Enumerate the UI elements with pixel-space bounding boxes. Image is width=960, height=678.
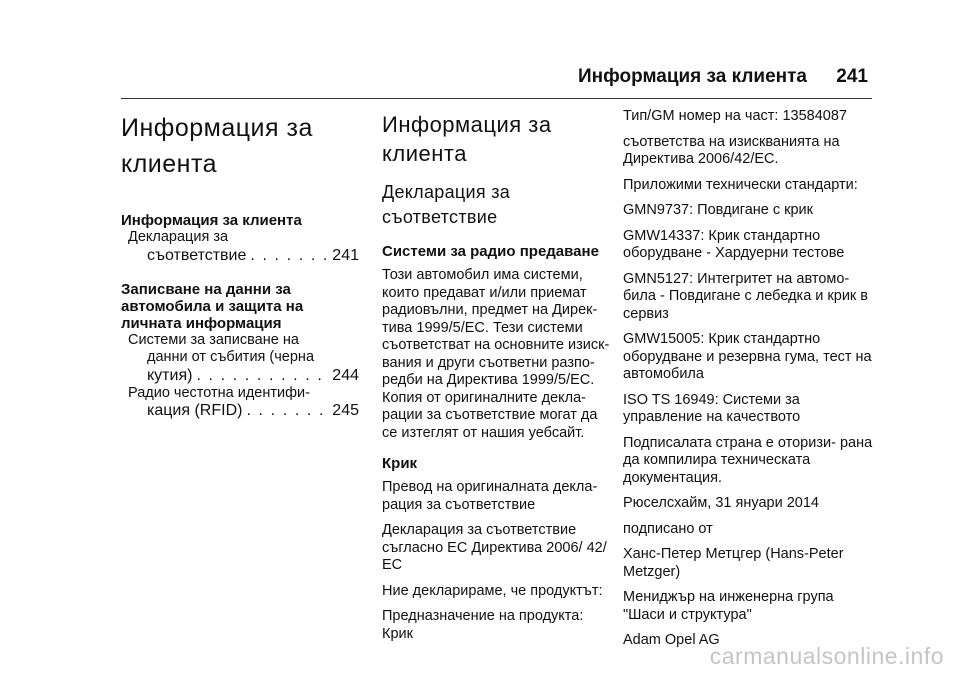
toc-entry-continuation	[121, 367, 359, 385]
section-title-line2: клиента	[382, 141, 467, 166]
paragraph: Ханс-Петер Метцгер (Hans-Peter Metzger)	[623, 546, 844, 580]
toc-entry-text: Декларация за	[128, 229, 229, 245]
toc-heading-line: личната информация	[121, 314, 282, 332]
subsection-title-line2: съответствие	[382, 207, 498, 227]
header-divider	[121, 98, 872, 99]
paragraph: съответства на изискванията на Директива 2006/42/ЕС.	[623, 133, 840, 167]
toc-entry-text: съответствие	[147, 246, 247, 264]
toc-page-number: 241	[332, 246, 359, 264]
toc-entry-rfid[interactable]	[121, 385, 359, 421]
toc-leader-dots	[196, 367, 328, 385]
toc-heading-data-recording[interactable]	[121, 281, 359, 332]
paragraph: GMN5127: Интегритет на автомо- била - Повдигане с лебедка и крик в сервиз	[623, 270, 868, 322]
toc-entry-declaration[interactable]	[121, 229, 359, 265]
toc-heading-customer-info[interactable]: Информация за клиента	[121, 212, 302, 229]
paragraph: GMW15005: Крик стандартно оборудване и резервна гума, тест на автомобила	[623, 331, 872, 382]
paragraph: Предназначение на продукта: Крик	[382, 608, 584, 642]
content-column-1	[382, 100, 612, 651]
toc-leader-dots	[250, 247, 328, 265]
paragraph: Приложими технически стандарти:	[623, 176, 858, 193]
toc-entry-text: кутия)	[147, 366, 193, 384]
paragraph: Adam Opel AG	[623, 632, 720, 648]
paragraph: Тип/GM номер на част: 13584087	[623, 108, 847, 124]
paragraph: Рюселсхайм, 31 януари 2014	[623, 495, 819, 511]
paragraph: GMN9737: Повдигане с крик	[623, 202, 813, 218]
section-title	[382, 110, 612, 168]
toc-entry-event-recorders[interactable]	[121, 332, 359, 385]
toc-column	[121, 100, 359, 420]
jack-heading: Крик	[382, 455, 418, 472]
paragraph: Ние декларираме, че продуктът:	[382, 582, 603, 599]
radio-systems-text: Този автомобил има системи, които предават и/или приемат радиовълни, предмет на Дирек- тива 1999/5/ЕС. Тези системи съответстват на основните изиск- вания и други съответни разпо- редби на Директива 1999/5/ЕС. Копия от оригиналните декла- рации за съответствие могат да се изтеглят от нашия уебсайт.	[382, 267, 610, 441]
subsection-title	[382, 180, 612, 230]
watermark: carmanualsonline.info	[709, 643, 944, 669]
toc-heading-line: автомобила и защита на	[121, 297, 304, 315]
section-title-line1: Информация за	[382, 112, 552, 137]
paragraph: подписано от	[623, 520, 713, 537]
paragraph: Превод на оригиналната декла- рация за съответствие	[382, 479, 598, 513]
radio-systems-heading: Системи за радио предаване	[382, 243, 599, 260]
toc-heading-line: Записване на данни за	[121, 280, 291, 298]
subsection-title-line1: Декларация за	[382, 182, 511, 202]
paragraph: Мениджър на инженерна група "Шаси и структура"	[623, 589, 834, 623]
content-column-2	[623, 108, 878, 658]
toc-entry-text: Радио честотна идентифи-	[128, 384, 310, 401]
toc-leader-dots	[246, 402, 328, 420]
chapter-title-line2: клиента	[121, 150, 218, 178]
page-number: 241	[836, 66, 868, 87]
paragraph: GMW14337: Крик стандартно оборудване - Хардуерни тестове	[623, 227, 845, 261]
toc-entry-text: Системи за записване на	[128, 331, 299, 348]
toc-entry-text: данни от събития (черна	[147, 349, 315, 365]
header-title: Информация за клиента	[577, 66, 807, 87]
toc-entry-continuation	[121, 247, 359, 265]
toc-entry-continuation	[121, 402, 359, 420]
paragraph: Подписалата страна е оторизи- рана да компилира техническата документация.	[623, 434, 873, 486]
paragraph: ISO TS 16949: Системи за управление на качеството	[623, 391, 801, 425]
chapter-title-line1: Информация за	[121, 114, 313, 142]
paragraph: Декларация за съответствие съгласно ЕС Директива 2006/ 42/ЕС	[382, 522, 607, 573]
toc-page-number: 244	[332, 366, 359, 384]
chapter-title	[121, 110, 359, 182]
toc-entry-text: кация (RFID)	[147, 402, 243, 419]
toc-page-number: 245	[332, 402, 359, 419]
